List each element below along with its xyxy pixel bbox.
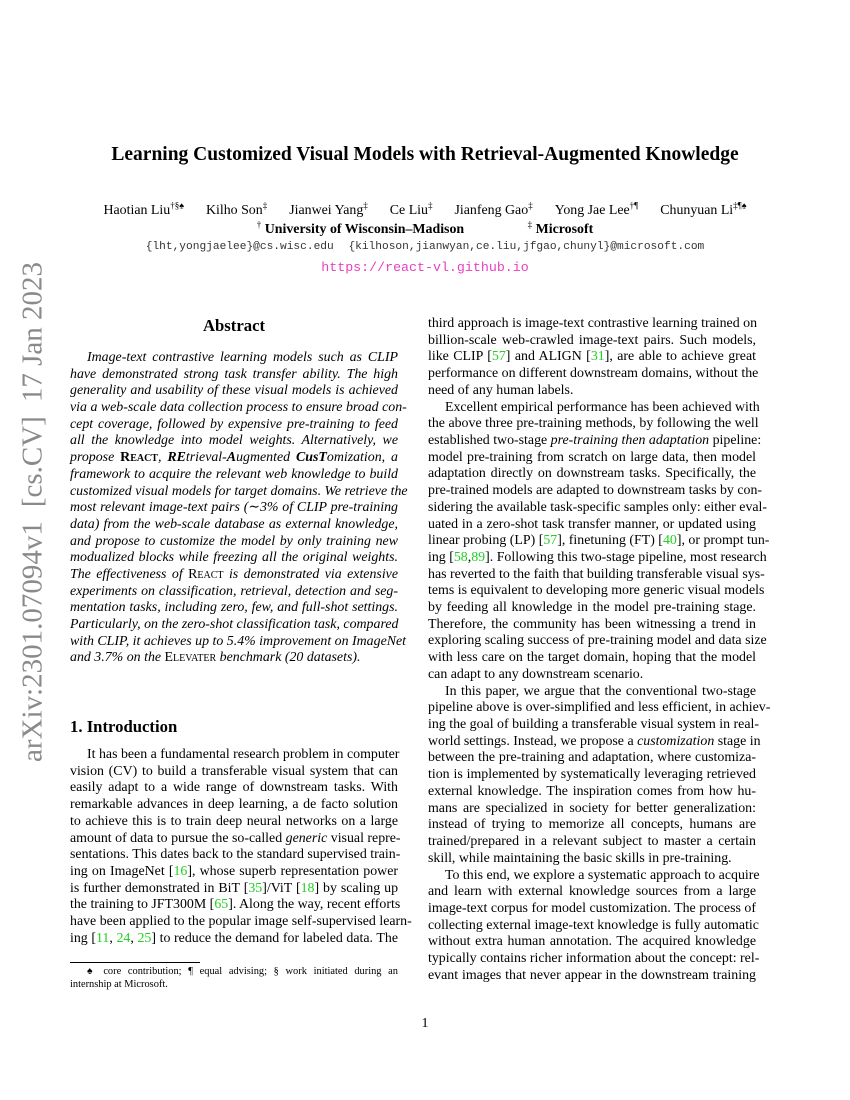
text-segment: ]. Following this two-stage pipeline, most research: [485, 549, 767, 565]
text-segment: uated in a zero-shot task transfer manner, or updated using: [428, 516, 756, 532]
text-line: [70, 584, 398, 601]
text-segment: ugmented: [236, 450, 296, 466]
text-segment: generic: [285, 830, 328, 846]
text-line: [70, 650, 398, 667]
text-segment: ]/ViT [: [262, 880, 301, 896]
text-line: [428, 549, 767, 567]
text-segment: trieval-: [185, 450, 227, 466]
text-line: [70, 517, 398, 534]
citation-link[interactable]: 89: [471, 549, 486, 565]
text-segment: has reverted to the faith that building transferable visual sys-: [428, 566, 765, 582]
citation-link[interactable]: 25: [137, 930, 152, 946]
email-microsoft[interactable]: {kilhoson,jianwyan,ce.liu,jfgao,chunyl}@microsoft.com: [348, 241, 705, 253]
text-segment: ], or prompt tun-: [676, 533, 770, 549]
text-line: [428, 450, 756, 467]
text-line: [428, 667, 756, 684]
text-segment: easily adapt to a wide range of downstream tasks. With: [70, 780, 398, 796]
author: [554, 200, 639, 218]
citation-link[interactable]: 57: [491, 349, 506, 365]
text-line: [70, 500, 398, 517]
text-segment: CusT: [295, 450, 327, 466]
text-line: [428, 934, 756, 951]
text-line: [428, 366, 759, 383]
text-segment: pipeline above is over-simplified and less efficient, in achiev-: [428, 700, 771, 716]
text-line: [428, 517, 756, 534]
text-segment: skill, while maintaining the basic skills in pre-training.: [428, 850, 732, 866]
arxiv-date: 17 Jan 2023: [16, 261, 49, 403]
text-segment: ing on ImageNet [: [70, 863, 174, 879]
text-segment: image-text corpus for model customization. The process of: [428, 900, 756, 916]
text-segment: customization: [637, 733, 715, 749]
text-line: [70, 467, 398, 484]
text-line: [428, 784, 756, 801]
text-segment: amount of data to pursue the so-called: [70, 830, 286, 846]
citation-link[interactable]: 31: [590, 349, 605, 365]
author-affiliation-marks: †§♠: [170, 200, 184, 210]
author: [389, 200, 433, 218]
citation-link[interactable]: 35: [248, 880, 263, 896]
text-line: [428, 951, 760, 968]
text-segment: experiments on classification, retrieval, detection and seg-: [70, 583, 398, 599]
project-url-link[interactable]: https://react-vl.github.io: [321, 260, 529, 275]
arxiv-id: arXiv:2301.07094v1: [16, 521, 49, 763]
footnote-divider: [70, 962, 200, 963]
author-name: Kilho Son: [205, 202, 263, 218]
text-line: [70, 747, 398, 764]
affiliation-mark: †: [256, 219, 262, 229]
text-line: [428, 767, 756, 784]
text-segment: tion is implemented by systematically leveraging retrieved: [428, 767, 756, 783]
text-segment: Particularly, on the zero-shot classification task, compared: [70, 617, 399, 632]
author: [103, 200, 184, 218]
text-line: [428, 383, 756, 400]
text-line: [70, 400, 407, 417]
text-line: [428, 650, 756, 667]
affiliations: [0, 219, 850, 238]
left-column: [70, 316, 412, 948]
text-segment: mans are specialized in society for better generalization:: [428, 800, 756, 816]
text-line: [70, 897, 401, 914]
text-segment: modualized blocks while freezing all the original weights.: [70, 550, 398, 566]
citation-link[interactable]: 65: [214, 897, 229, 913]
text-line: [70, 483, 408, 501]
text-line: [428, 533, 770, 550]
introduction-heading: 1. Introduction: [70, 717, 178, 737]
text-line: [428, 333, 756, 350]
text-segment: In this paper, we argue that the conventional two-stage: [445, 683, 756, 699]
text-line: [428, 583, 765, 600]
text-line: [428, 499, 768, 517]
text-segment: is further demonstrated in BiT [: [70, 880, 249, 896]
text-segment: React: [120, 450, 158, 466]
author-name: Jianwei Yang: [289, 202, 364, 218]
text-line: [428, 600, 756, 617]
author-list: [0, 200, 850, 219]
text-segment: ,: [467, 549, 472, 565]
text-segment: exploring scaling success of pre-training model and data size: [428, 633, 767, 649]
text-segment: benchmark (20 datasets).: [216, 650, 361, 666]
text-line: [70, 814, 398, 831]
text-segment: tems is equivalent to developing more generic visual models: [428, 583, 765, 599]
text-line: [428, 817, 756, 834]
text-line: [70, 367, 398, 384]
citation-link[interactable]: 16: [173, 863, 188, 879]
text-segment: data) from the web-scale database as external knowledge,: [70, 516, 398, 532]
author-affiliation-marks: †¶: [629, 200, 639, 210]
text-segment: pre-trained models are adapted to downstream tasks by con-: [428, 483, 763, 499]
author: [454, 200, 533, 218]
text-line: [428, 867, 760, 885]
text-line: [428, 349, 756, 366]
introduction-body-right: [428, 316, 771, 984]
text-segment: external knowledge. The inspiration comes from how hu-: [428, 783, 756, 799]
text-line: [70, 764, 398, 781]
author: [289, 200, 368, 218]
text-line: [428, 884, 756, 901]
text-segment: Excellent empirical performance has been achieved with: [445, 399, 760, 415]
text-segment: via a web-scale data collection process to ensure broad con-: [70, 400, 407, 416]
text-segment: ,: [109, 930, 117, 946]
paragraph: [70, 350, 408, 667]
text-segment: all the knowledge into model weights. Alternatively, we: [70, 433, 398, 449]
text-line: [70, 600, 398, 617]
paragraph: [70, 747, 412, 947]
text-segment: sidering the available task-specific samples only: either eval-: [428, 499, 768, 515]
email-uw[interactable]: {lht,yongjaelee}@cs.wisc.edu: [145, 241, 334, 253]
text-segment: evant images that never appear in the downstream training: [428, 967, 756, 983]
text-line: [428, 416, 759, 433]
text-line: [428, 700, 771, 717]
text-segment: RE: [167, 450, 186, 466]
text-segment: ], whose superb representation power: [187, 863, 398, 879]
text-line: [70, 534, 398, 551]
text-line: [428, 717, 759, 734]
text-segment: generality and usability of these visual models is achieved: [70, 383, 398, 399]
text-segment: visual repre-: [327, 830, 401, 846]
abstract-body: [70, 350, 408, 667]
text-segment: most relevant image-text pairs (∼3% of CLIP pre-training: [70, 500, 398, 516]
author-affiliation-marks: ‡: [363, 200, 368, 210]
text-line: [428, 633, 767, 650]
text-segment: have demonstrated strong task transfer ability. The high: [70, 366, 398, 382]
text-segment: and 3.7% on the: [70, 650, 165, 666]
citation-link[interactable]: 57: [543, 533, 558, 549]
text-segment: like CLIP [: [428, 349, 492, 365]
right-column: [428, 316, 771, 985]
paragraph: [428, 399, 770, 684]
arxiv-stamp[interactable]: [17, 248, 50, 762]
text-segment: performance on different downstream domains, without the: [428, 366, 759, 382]
text-line: [70, 633, 407, 651]
text-segment: ] to reduce the demand for labeled data. The: [151, 930, 398, 946]
text-segment: without extra human annotation. The acquired knowledge: [428, 934, 756, 950]
affiliation-name: University of Wisconsin–Madison: [264, 221, 465, 237]
text-line: [428, 834, 756, 851]
affiliation-name: Microsoft: [535, 221, 594, 237]
text-line: [428, 399, 760, 417]
text-segment: framework to acquire the relevant web knowledge to build: [70, 466, 398, 482]
footnote-line: internship at Microsoft.: [70, 979, 168, 990]
text-segment: model pre-training from scratch on large data, then model: [428, 449, 756, 465]
text-segment: ], finetuning (FT) [: [557, 533, 663, 549]
text-line: [70, 617, 398, 634]
text-line: [428, 617, 756, 634]
text-segment: collecting external image-text knowledge is fully automatic: [428, 917, 759, 933]
text-segment: React: [188, 566, 224, 582]
text-line: [70, 881, 398, 898]
author-affiliation-marks: ‡: [428, 200, 433, 210]
text-segment: stage in: [714, 733, 761, 749]
author-affiliation-marks: ‡¶♠: [733, 200, 747, 210]
text-segment: ,: [130, 930, 138, 946]
paragraph: [428, 867, 760, 985]
text-segment: ing [: [428, 549, 454, 565]
author-name: Yong Jae Lee: [554, 202, 630, 218]
text-line: [70, 864, 398, 881]
text-segment: customized visual models for target domains. We retrieve the: [70, 483, 408, 499]
text-segment: established two-stage: [428, 433, 551, 449]
text-segment: ] by scaling up: [314, 880, 399, 896]
page-number: 1: [421, 1016, 429, 1031]
text-line: [428, 917, 759, 935]
affiliation-mark: ‡: [527, 219, 533, 229]
text-line: [428, 851, 756, 868]
author-affiliation-marks: ‡: [528, 200, 533, 210]
introduction-body-left: [70, 747, 412, 947]
text-segment: trained/prepared in a relevant subject to master a certain: [428, 833, 756, 849]
text-segment: linear probing (LP) [: [428, 533, 544, 549]
text-segment: ,: [157, 450, 168, 466]
text-segment: pre-training then adaptation: [550, 433, 710, 449]
text-line: [428, 466, 756, 483]
author: [660, 200, 747, 218]
text-line: [70, 847, 401, 864]
text-segment: need of any human labels.: [428, 382, 574, 398]
text-segment: Image-text contrastive learning models such as CLIP: [87, 350, 398, 365]
text-segment: A: [226, 450, 237, 466]
citation-link[interactable]: 24: [116, 930, 131, 946]
footnote-line: ♠ core contribution; ¶ equal advising; § work initiated during an: [87, 966, 398, 977]
text-segment: ], are able to achieve great: [604, 349, 756, 365]
text-segment: propose: [70, 450, 121, 466]
text-segment: omization, a: [326, 450, 398, 466]
text-segment: Elevater: [164, 650, 217, 666]
text-segment: third approach is image-text contrastive learning trained on: [428, 316, 758, 331]
text-segment: with CLIP, it achieves up to 5.4% improvement on ImageNet: [70, 633, 407, 649]
citation-link[interactable]: 40: [662, 533, 677, 549]
affiliation-uw: [256, 219, 465, 237]
author-name: Jianfeng Gao: [454, 202, 529, 218]
text-line: [70, 780, 398, 797]
abstract-heading: Abstract: [202, 316, 266, 335]
author-name: Haotian Liu: [103, 202, 171, 218]
text-line: [70, 450, 398, 467]
author-name: Chunyuan Li: [660, 202, 734, 218]
text-segment: ing [: [70, 930, 96, 946]
text-segment: is demonstrated via extensive: [223, 566, 399, 582]
text-segment: adaptation directly on downstream tasks. Specifically, the: [428, 466, 756, 482]
text-line: [70, 913, 412, 931]
text-segment: mentation tasks, including zero, few, and full-shot settings.: [70, 600, 398, 616]
text-line: [428, 901, 756, 918]
citation-link[interactable]: 18: [300, 880, 315, 896]
text-segment: and learn with external knowledge sources from a large: [428, 884, 756, 900]
text-line: [70, 383, 398, 400]
text-line: [70, 931, 398, 948]
text-segment: The effectiveness of: [70, 566, 189, 582]
text-segment: cept coverage, followed by expensive pre-training to feed: [70, 416, 398, 432]
text-segment: the training to JFT300M [: [70, 897, 215, 913]
text-segment: Therefore, the community has been witnessing a trend in: [428, 616, 756, 632]
text-line: [428, 968, 756, 985]
text-segment: have been applied to the popular image self-supervised learn-: [70, 913, 412, 929]
text-line: [70, 567, 398, 584]
text-segment: To this end, we explore a systematic approach to acquire: [445, 867, 760, 883]
text-line: [428, 433, 762, 450]
text-segment: with less care on the target domain, hoping that the model: [428, 650, 756, 666]
text-segment: can adapt to any downstream scenario.: [428, 666, 644, 682]
text-segment: It has been a fundamental research problem in computer: [87, 747, 400, 763]
text-segment: remarkable advances in deep learning, a de facto solution: [70, 797, 398, 813]
author-emails: [0, 241, 850, 253]
text-segment: pipeline:: [709, 433, 762, 449]
text-line: [428, 750, 756, 767]
text-segment: by feeding all knowledge in the model pre-training stage.: [428, 599, 756, 615]
text-segment: between the pre-training and adaptation, where customiza-: [428, 750, 756, 766]
text-line: [428, 483, 763, 500]
text-line: [70, 830, 401, 848]
text-segment: world settings. Instead, we propose a: [428, 733, 638, 749]
text-segment: ing the goal of building a transferable visual system in real-: [428, 717, 759, 733]
author-affiliation-marks: ‡: [262, 200, 268, 210]
text-segment: sentations. This dates back to the standard supervised train-: [70, 847, 401, 863]
text-segment: typically contains richer information about the concept: rel-: [428, 951, 760, 967]
footnote: [70, 965, 398, 991]
text-line: [428, 801, 756, 818]
paragraph: [428, 683, 771, 868]
text-line: [70, 433, 398, 450]
affiliation-microsoft: [527, 219, 594, 237]
text-segment: and propose to customize the model by only training new: [70, 533, 398, 549]
author-name: Ce Liu: [389, 202, 428, 218]
citation-link[interactable]: 58: [453, 549, 468, 565]
citation-link[interactable]: 11: [96, 930, 110, 946]
text-line: [428, 566, 765, 584]
text-line: [428, 316, 756, 333]
text-segment: ] and ALIGN [: [505, 349, 591, 365]
text-segment: vision (CV) to build a transferable visual system that can: [70, 763, 398, 779]
text-line: [428, 733, 761, 751]
text-segment: the above three pre-training methods, by following the well: [428, 416, 759, 432]
text-line: [70, 550, 398, 567]
text-segment: ]. Along the way, recent efforts: [228, 897, 401, 913]
text-line: [70, 797, 398, 814]
text-segment: billion-scale web-crawled image-text pairs. Such models,: [428, 332, 756, 348]
text-line: [70, 350, 398, 367]
paragraph: [428, 316, 759, 399]
arxiv-category: [cs.CV]: [16, 416, 49, 508]
text-line: [70, 417, 398, 434]
text-segment: instead of trying to memorize all concepts, humans are: [428, 817, 756, 833]
text-line: [428, 684, 756, 701]
paper-title: Learning Customized Visual Models with Retrieval-Augmented Knowledge: [111, 144, 739, 165]
author: [205, 200, 268, 218]
text-segment: to achieve this is to train deep neural networks on a large: [70, 813, 398, 829]
